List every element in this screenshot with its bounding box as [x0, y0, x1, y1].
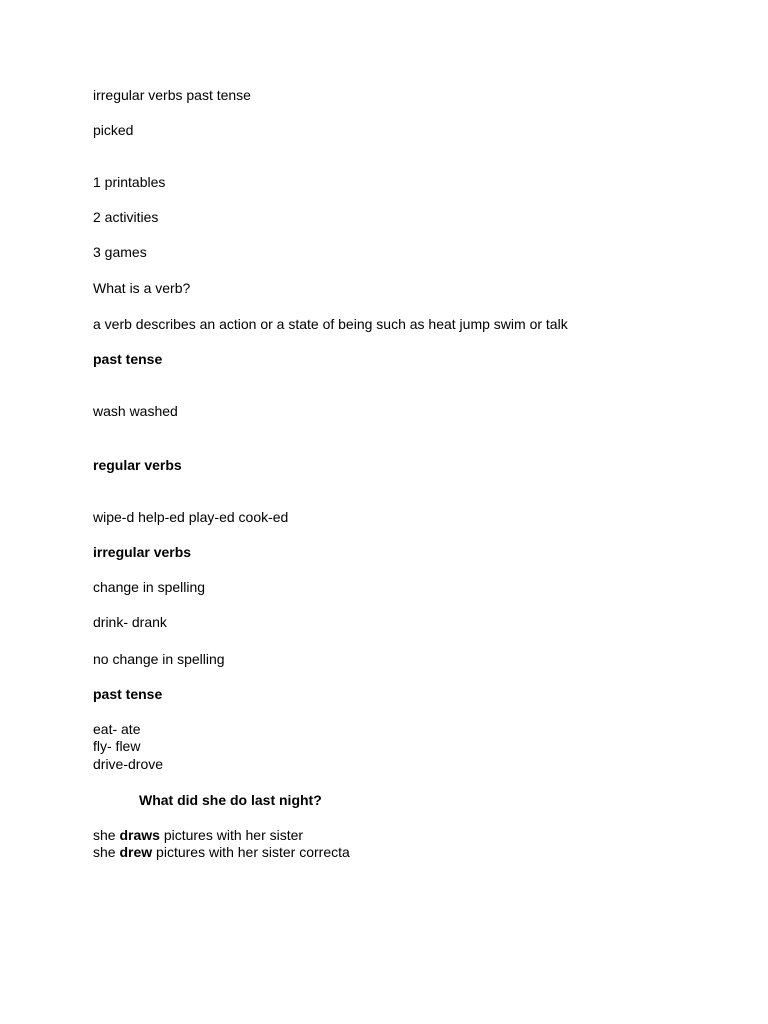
no-change-in-spelling: no change in spelling	[93, 651, 225, 667]
change-in-spelling: change in spelling	[93, 579, 206, 595]
example-drink: drink- drank	[93, 614, 167, 630]
heading-past-tense: past tense	[93, 351, 163, 367]
heading-regular-verbs: regular verbs	[93, 457, 182, 473]
sentence-drew-start: she	[93, 844, 120, 860]
list-item-activities: 2 activities	[93, 209, 159, 225]
sentence-draws-start: she	[93, 827, 120, 843]
example-regular-verbs: wipe-d help-ed play-ed cook-ed	[93, 509, 289, 525]
heading-irregular-verbs: irregular verbs	[93, 544, 192, 560]
example-drive: drive-drove	[93, 756, 164, 772]
example-wash: wash washed	[93, 403, 178, 419]
document-title: irregular verbs past tense	[93, 87, 251, 103]
sentence-draws	[93, 827, 303, 844]
sentence-draws-verb: draws	[119, 827, 160, 843]
verb-definition: a verb describes an action or a state of being such as heat jump swim or talk	[93, 316, 568, 332]
example-eat: eat- ate	[93, 721, 141, 737]
question-last-night: What did she do last night?	[139, 792, 322, 808]
list-item-games: 3 games	[93, 244, 147, 260]
list-item-printables: 1 printables	[93, 174, 166, 190]
sentence-drew-verb: drew	[119, 844, 153, 860]
example-fly: fly- flew	[93, 738, 141, 754]
sentence-draws-end: pictures with her sister	[159, 827, 304, 843]
picked-text: picked	[93, 122, 134, 138]
sentence-drew-end: pictures with her sister correcta	[152, 844, 350, 860]
sentence-drew	[93, 844, 350, 861]
verb-question: What is a verb?	[93, 280, 191, 296]
heading-past-tense-2: past tense	[93, 686, 163, 702]
